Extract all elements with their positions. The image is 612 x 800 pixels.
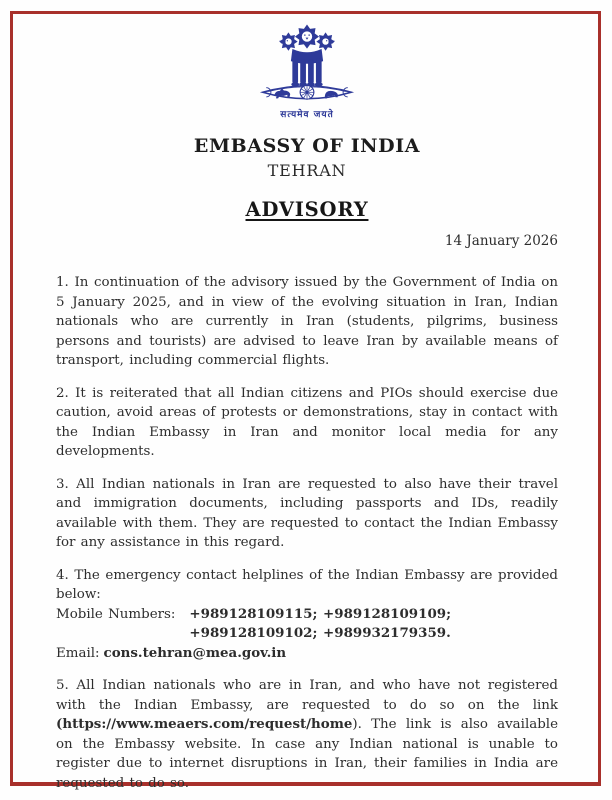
embassy-title: EMBASSY OF INDIA <box>193 135 421 157</box>
advisory-paragraph-3: 3. All Indian nationals in Iran are requested to also have their travel and immigration documents, including passports and IDs, readily available with them. They are requested to contact the Indian Embassy for any assistance in this regard. <box>56 476 558 550</box>
embassy-city: TEHRAN <box>267 161 347 180</box>
document-date: 14 January 2026 <box>444 233 558 249</box>
mobile-numbers-row <box>56 605 558 644</box>
email-address: cons.tehran@mea.gov.in <box>103 644 287 661</box>
email-label: Email: <box>56 645 100 661</box>
emblem-block <box>56 18 558 121</box>
india-emblem-icon <box>257 18 357 108</box>
mobile-numbers-label: Mobile Numbers: <box>56 606 176 622</box>
advisory-paragraph-2: 2. It is reiterated that all Indian citizens and PIOs should exercise due caution, avoid areas of protests or demonstrations, stay in contact with the Indian Embassy in Iran and monitor local media for any developments. <box>56 385 558 459</box>
helplines-intro: 4. The emergency contact helplines of the Indian Embassy are provided below: <box>56 567 558 602</box>
para5-text-after: ). The link is also available on the Embassy website. In case any Indian national is unable to register due to internet disruptions in Iran, their families in India are requested to do so. <box>56 717 558 791</box>
advisory-heading: ADVISORY <box>245 198 369 221</box>
advisory-paragraph-1: 1. In continuation of the advisory issued by the Government of India on 5 January 2025, and in view of the evolving situation in Iran, Indian nationals who are currently in Iran (students, pilgrims, business persons and tourists) are advised to leave Iran by available means of transport, including commercial flights. <box>56 275 558 368</box>
mobile-numbers-values <box>189 605 451 644</box>
para5-text-before: 5. All Indian nationals who are in Iran, and who have not registered with the Indian Embassy, are requested to do so on the link <box>56 678 558 713</box>
advisory-paragraph-4 <box>56 566 558 664</box>
registration-link: (https://www.meaers.com/request/home <box>56 716 353 732</box>
mobile-numbers-line1: +989128109115; +989128109109; <box>189 605 452 622</box>
document-title <box>56 198 558 223</box>
document-content <box>56 16 558 793</box>
advisory-paragraph-5 <box>56 676 558 793</box>
satyameva-jayate-motto: सत्यमेव जयते <box>280 110 334 120</box>
mobile-numbers-line2: +989128109102; +989932179359. <box>189 625 451 641</box>
email-row <box>56 644 558 664</box>
